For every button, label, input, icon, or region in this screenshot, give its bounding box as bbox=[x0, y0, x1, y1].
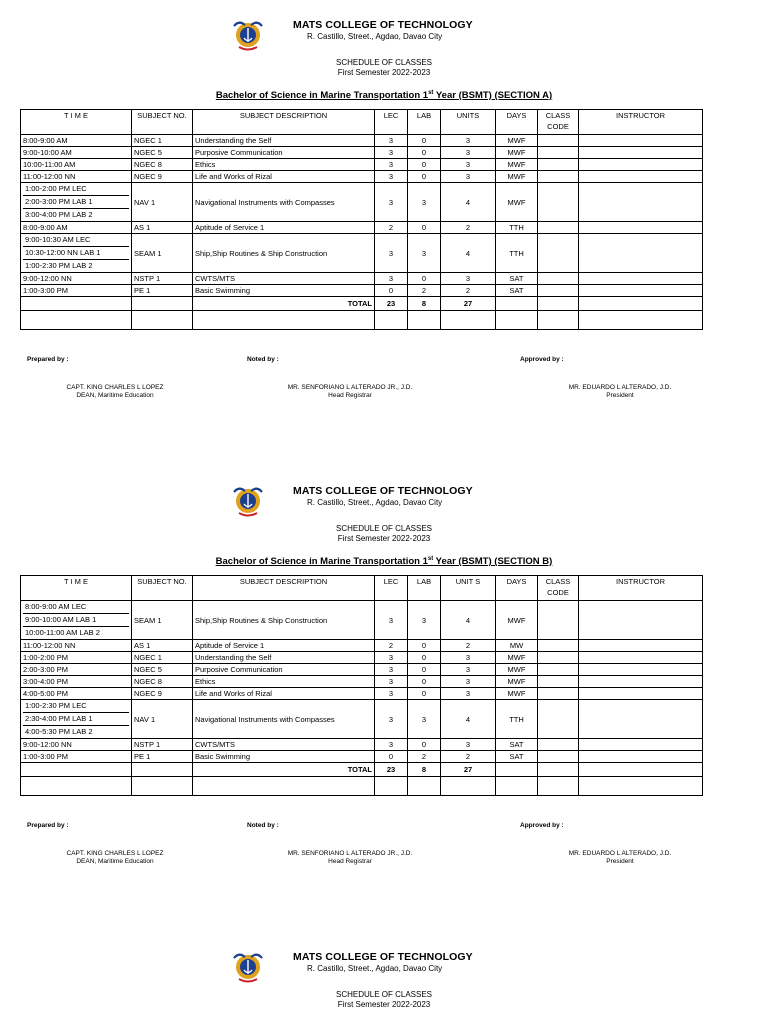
col-time: T I M E bbox=[21, 576, 132, 601]
description-cell: CWTS/MTS bbox=[193, 273, 375, 285]
time-cell bbox=[21, 664, 132, 676]
units-cell: 2 bbox=[441, 751, 496, 763]
table-row bbox=[21, 700, 703, 739]
table-row bbox=[21, 159, 703, 171]
lec-cell: 0 bbox=[375, 285, 408, 297]
col-subject-no: SUBJECT NO. bbox=[132, 110, 193, 135]
subject-no-cell: NGEC 8 bbox=[132, 159, 193, 171]
class-code-cell bbox=[538, 751, 579, 763]
days-cell: MWF bbox=[496, 652, 538, 664]
blank-cell bbox=[408, 777, 441, 796]
units-cell: 3 bbox=[441, 688, 496, 700]
subject-no-cell: NGEC 5 bbox=[132, 664, 193, 676]
blank-cell bbox=[132, 777, 193, 796]
table-row bbox=[21, 234, 703, 273]
instructor-cell bbox=[579, 739, 703, 751]
class-code-cell bbox=[538, 601, 579, 640]
days-cell: SAT bbox=[496, 285, 538, 297]
subject-no-cell: NAV 1 bbox=[132, 183, 193, 222]
description-cell: Understanding the Self bbox=[193, 135, 375, 147]
time-cell bbox=[21, 147, 132, 159]
lab-cell: 0 bbox=[408, 676, 441, 688]
subject-no-cell: NGEC 5 bbox=[132, 147, 193, 159]
lab-cell: 0 bbox=[408, 273, 441, 285]
lab-cell: 0 bbox=[408, 147, 441, 159]
days-cell: SAT bbox=[496, 739, 538, 751]
lec-cell: 3 bbox=[375, 652, 408, 664]
units-cell: 3 bbox=[441, 147, 496, 159]
program-title-section-b: Bachelor of Science in Marine Transportation 1st Year (BSMT) (SECTION B) bbox=[215, 556, 553, 568]
col-lec: LEC bbox=[375, 110, 408, 135]
blank-cell bbox=[538, 297, 579, 311]
col-lab: LAB bbox=[408, 576, 441, 601]
lab-cell: 3 bbox=[408, 601, 441, 640]
blank-cell bbox=[132, 297, 193, 311]
table-row bbox=[21, 652, 703, 664]
col-instructor: INSTRUCTOR bbox=[579, 576, 703, 601]
instructor-cell bbox=[579, 664, 703, 676]
lec-cell: 2 bbox=[375, 222, 408, 234]
time-slot: 8:00-9:00 AM bbox=[23, 136, 68, 145]
time-slot: 3:00-4:00 PM bbox=[23, 677, 69, 686]
table-row bbox=[21, 640, 703, 652]
days-cell: SAT bbox=[496, 751, 538, 763]
days-cell: MWF bbox=[496, 183, 538, 222]
time-slot: 2:00-3:00 PM LAB 1 bbox=[23, 196, 129, 209]
blank-cell bbox=[132, 311, 193, 330]
time-slot: 10:30-12:00 NN LAB 1 bbox=[23, 247, 129, 260]
lec-cell: 3 bbox=[375, 273, 408, 285]
days-cell: MWF bbox=[496, 171, 538, 183]
description-cell: Navigational Instruments with Compasses bbox=[193, 700, 375, 739]
col-days: DAYS bbox=[496, 110, 538, 135]
total-lec: 23 bbox=[375, 763, 408, 777]
time-slot: 1:00-3:00 PM bbox=[23, 286, 69, 295]
col-units: UNIT S bbox=[441, 576, 496, 601]
time-slot: 9:00-12:00 NN bbox=[23, 274, 72, 283]
table-body bbox=[21, 601, 703, 796]
subject-no-cell: NGEC 9 bbox=[132, 171, 193, 183]
blank-cell bbox=[132, 763, 193, 777]
total-row bbox=[21, 297, 703, 311]
time-cell bbox=[21, 751, 132, 763]
instructor-cell bbox=[579, 135, 703, 147]
semester: First Semester 2022-2023 bbox=[337, 1000, 431, 1009]
time-cell bbox=[21, 234, 132, 273]
instructor-cell bbox=[579, 159, 703, 171]
instructor-cell bbox=[579, 688, 703, 700]
col-lab: LAB bbox=[408, 110, 441, 135]
subject-no-cell: PE 1 bbox=[132, 751, 193, 763]
time-slot: 1:00-2:00 PM bbox=[23, 653, 69, 662]
time-slot: 2:30-4:00 PM LAB 1 bbox=[23, 713, 129, 726]
time-slot: 9:00-12:00 NN bbox=[23, 740, 72, 749]
table-row bbox=[21, 285, 703, 297]
instructor-cell bbox=[579, 601, 703, 640]
table-row bbox=[21, 601, 703, 640]
blank-cell bbox=[496, 311, 538, 330]
instructor-cell bbox=[579, 183, 703, 222]
total-lab: 8 bbox=[408, 763, 441, 777]
schedule-title: SCHEDULE OF CLASSES bbox=[335, 990, 433, 999]
time-slot: 9:00-10:00 AM bbox=[23, 148, 72, 157]
class-code-cell bbox=[538, 688, 579, 700]
class-code-cell bbox=[538, 183, 579, 222]
time-slot: 10:00-11:00 AM LAB 2 bbox=[25, 628, 100, 637]
semester: First Semester 2022-2023 bbox=[337, 68, 431, 77]
time-slot: 11:00-12:00 NN bbox=[23, 641, 76, 650]
lec-cell: 3 bbox=[375, 700, 408, 739]
blank-cell bbox=[579, 763, 703, 777]
noted-by-signatory: MR. SENFORIANO L ALTERADO JR., J.D. Head Registrar bbox=[287, 850, 413, 865]
total-units: 27 bbox=[441, 763, 496, 777]
prepared-by-label: Prepared by : bbox=[27, 822, 69, 829]
units-cell: 3 bbox=[441, 171, 496, 183]
time-slot: 9:00-10:30 AM LEC bbox=[23, 234, 129, 247]
blank-cell bbox=[538, 777, 579, 796]
total-lab: 8 bbox=[408, 297, 441, 311]
description-cell: Purposive Communication bbox=[193, 664, 375, 676]
prepared-by-signatory: CAPT. KING CHARLES L LOPEZ DEAN, Maritime Education bbox=[66, 384, 164, 399]
blank-cell bbox=[21, 311, 132, 330]
time-cell bbox=[21, 285, 132, 297]
col-class-code: CLASS CODE bbox=[538, 110, 579, 135]
description-cell: CWTS/MTS bbox=[193, 739, 375, 751]
lec-cell: 3 bbox=[375, 234, 408, 273]
blank-cell bbox=[441, 777, 496, 796]
blank-cell bbox=[579, 777, 703, 796]
instructor-cell bbox=[579, 273, 703, 285]
time-slot: 2:00-3:00 PM bbox=[23, 665, 69, 674]
time-slot: 8:00-9:00 AM LEC bbox=[23, 601, 129, 614]
prepared-by-label: Prepared by : bbox=[27, 356, 69, 363]
units-cell: 4 bbox=[441, 700, 496, 739]
time-cell bbox=[21, 700, 132, 739]
days-cell: MWF bbox=[496, 159, 538, 171]
days-cell: MWF bbox=[496, 688, 538, 700]
table-row bbox=[21, 135, 703, 147]
days-cell: MWF bbox=[496, 664, 538, 676]
time-cell bbox=[21, 159, 132, 171]
lec-cell: 3 bbox=[375, 135, 408, 147]
col-lec: LEC bbox=[375, 576, 408, 601]
class-code-cell bbox=[538, 159, 579, 171]
time-slot: 3:00-4:00 PM LAB 2 bbox=[25, 210, 93, 219]
approved-by-signatory: MR. EDUARDO L ALTERADO, J.D. President bbox=[568, 384, 672, 399]
time-slot: 9:00-10:00 AM LAB 1 bbox=[23, 614, 129, 627]
units-cell: 3 bbox=[441, 135, 496, 147]
lab-cell: 2 bbox=[408, 285, 441, 297]
lec-cell: 3 bbox=[375, 171, 408, 183]
col-instructor: INSTRUCTOR bbox=[579, 110, 703, 135]
lec-cell: 3 bbox=[375, 688, 408, 700]
subject-no-cell: NSTP 1 bbox=[132, 273, 193, 285]
college-logo-icon bbox=[230, 16, 266, 52]
instructor-cell bbox=[579, 640, 703, 652]
time-cell bbox=[21, 183, 132, 222]
table-row bbox=[21, 222, 703, 234]
description-cell: Understanding the Self bbox=[193, 652, 375, 664]
subject-no-cell: AS 1 bbox=[132, 222, 193, 234]
noted-by-label: Noted by : bbox=[247, 822, 279, 829]
time-cell bbox=[21, 652, 132, 664]
lab-cell: 0 bbox=[408, 640, 441, 652]
schedule-table-section-a bbox=[20, 109, 703, 330]
approved-by-label: Approved by : bbox=[520, 356, 564, 363]
lec-cell: 3 bbox=[375, 739, 408, 751]
lec-cell: 3 bbox=[375, 183, 408, 222]
blank-cell bbox=[375, 777, 408, 796]
blank-row bbox=[21, 311, 703, 330]
subject-no-cell: PE 1 bbox=[132, 285, 193, 297]
instructor-cell bbox=[579, 222, 703, 234]
blank-cell bbox=[21, 777, 132, 796]
units-cell: 4 bbox=[441, 601, 496, 640]
lab-cell: 3 bbox=[408, 700, 441, 739]
days-cell: MWF bbox=[496, 147, 538, 159]
time-cell bbox=[21, 676, 132, 688]
description-cell: Ethics bbox=[193, 159, 375, 171]
time-slot: 11:00-12:00 NN bbox=[23, 172, 76, 181]
units-cell: 3 bbox=[441, 273, 496, 285]
days-cell: MWF bbox=[496, 135, 538, 147]
blank-cell bbox=[579, 311, 703, 330]
instructor-cell bbox=[579, 234, 703, 273]
description-cell: Ship,Ship Routines & Ship Construction bbox=[193, 601, 375, 640]
description-cell: Ship,Ship Routines & Ship Construction bbox=[193, 234, 375, 273]
instructor-cell bbox=[579, 285, 703, 297]
units-cell: 3 bbox=[441, 676, 496, 688]
total-label: TOTAL bbox=[193, 763, 375, 777]
time-slot: 1:00-2:30 PM LEC bbox=[23, 700, 129, 713]
table-row bbox=[21, 273, 703, 285]
subject-no-cell: NAV 1 bbox=[132, 700, 193, 739]
units-cell: 4 bbox=[441, 183, 496, 222]
blank-cell bbox=[496, 297, 538, 311]
days-cell: TTH bbox=[496, 234, 538, 273]
blank-cell bbox=[579, 297, 703, 311]
blank-cell bbox=[193, 777, 375, 796]
blank-cell bbox=[21, 763, 132, 777]
lab-cell: 0 bbox=[408, 739, 441, 751]
class-code-cell bbox=[538, 273, 579, 285]
total-units: 27 bbox=[441, 297, 496, 311]
approved-by-signatory: MR. EDUARDO L ALTERADO, J.D. President bbox=[568, 850, 672, 865]
lec-cell: 2 bbox=[375, 640, 408, 652]
college-name: MATS COLLEGE OF TECHNOLOGY bbox=[293, 19, 473, 31]
units-cell: 4 bbox=[441, 234, 496, 273]
table-row bbox=[21, 147, 703, 159]
class-code-cell bbox=[538, 739, 579, 751]
noted-by-signatory: MR. SENFORIANO L ALTERADO JR., J.D. Head Registrar bbox=[287, 384, 413, 399]
schedule-table-section-b bbox=[20, 575, 703, 796]
subject-no-cell: NGEC 9 bbox=[132, 688, 193, 700]
class-code-cell bbox=[538, 135, 579, 147]
time-slot: 8:00-9:00 AM bbox=[23, 223, 68, 232]
col-days: DAYS bbox=[496, 576, 538, 601]
lab-cell: 2 bbox=[408, 751, 441, 763]
class-code-cell bbox=[538, 222, 579, 234]
blank-cell bbox=[441, 311, 496, 330]
units-cell: 2 bbox=[441, 222, 496, 234]
table-body bbox=[21, 135, 703, 330]
instructor-cell bbox=[579, 652, 703, 664]
college-address: R. Castillo, Street., Agdao, Davao City bbox=[307, 32, 443, 41]
lec-cell: 3 bbox=[375, 147, 408, 159]
lab-cell: 3 bbox=[408, 234, 441, 273]
subject-no-cell: NGEC 1 bbox=[132, 652, 193, 664]
days-cell: SAT bbox=[496, 273, 538, 285]
class-code-cell bbox=[538, 652, 579, 664]
subject-no-cell: NGEC 1 bbox=[132, 135, 193, 147]
lec-cell: 0 bbox=[375, 751, 408, 763]
description-cell: Ethics bbox=[193, 676, 375, 688]
blank-cell bbox=[538, 311, 579, 330]
blank-cell bbox=[496, 763, 538, 777]
time-slot: 1:00-2:30 PM LAB 2 bbox=[25, 261, 93, 270]
prepared-by-signatory: CAPT. KING CHARLES L LOPEZ DEAN, Maritime Education bbox=[66, 850, 164, 865]
blank-cell bbox=[496, 777, 538, 796]
time-cell bbox=[21, 640, 132, 652]
lec-cell: 3 bbox=[375, 676, 408, 688]
subject-no-cell: SEAM 1 bbox=[132, 234, 193, 273]
instructor-cell bbox=[579, 171, 703, 183]
blank-cell bbox=[375, 311, 408, 330]
total-lec: 23 bbox=[375, 297, 408, 311]
lab-cell: 0 bbox=[408, 664, 441, 676]
blank-row bbox=[21, 777, 703, 796]
description-cell: Navigational Instruments with Compasses bbox=[193, 183, 375, 222]
time-cell bbox=[21, 273, 132, 285]
days-cell: TTH bbox=[496, 700, 538, 739]
units-cell: 3 bbox=[441, 652, 496, 664]
time-slot: 10:00-11:00 AM bbox=[23, 160, 76, 169]
college-address: R. Castillo, Street., Agdao, Davao City bbox=[307, 498, 443, 507]
units-cell: 3 bbox=[441, 664, 496, 676]
table-header-row bbox=[21, 110, 703, 135]
col-subject-no: SUBJECT NO. bbox=[132, 576, 193, 601]
description-cell: Basic Swimming bbox=[193, 285, 375, 297]
total-label: TOTAL bbox=[193, 297, 375, 311]
table-row bbox=[21, 664, 703, 676]
college-logo-icon bbox=[230, 482, 266, 518]
table-row bbox=[21, 688, 703, 700]
class-code-cell bbox=[538, 664, 579, 676]
college-logo-icon bbox=[230, 948, 266, 984]
time-cell bbox=[21, 171, 132, 183]
lec-cell: 3 bbox=[375, 159, 408, 171]
time-slot: 4:00-5:30 PM LAB 2 bbox=[25, 727, 93, 736]
instructor-cell bbox=[579, 751, 703, 763]
description-cell: Life and Works of Rizal bbox=[193, 171, 375, 183]
lab-cell: 0 bbox=[408, 222, 441, 234]
col-units: UNITS bbox=[441, 110, 496, 135]
subject-no-cell: SEAM 1 bbox=[132, 601, 193, 640]
total-row bbox=[21, 763, 703, 777]
col-description: SUBJECT DESCRIPTION bbox=[193, 576, 375, 601]
subject-no-cell: AS 1 bbox=[132, 640, 193, 652]
class-code-cell bbox=[538, 285, 579, 297]
units-cell: 3 bbox=[441, 159, 496, 171]
class-code-cell bbox=[538, 234, 579, 273]
program-title-section-a: Bachelor of Science in Marine Transportation 1st Year (BSMT) (SECTION A) bbox=[215, 90, 553, 102]
lab-cell: 0 bbox=[408, 159, 441, 171]
instructor-cell bbox=[579, 676, 703, 688]
approved-by-label: Approved by : bbox=[520, 822, 564, 829]
class-code-cell bbox=[538, 640, 579, 652]
days-cell: MWF bbox=[496, 601, 538, 640]
noted-by-label: Noted by : bbox=[247, 356, 279, 363]
subject-no-cell: NSTP 1 bbox=[132, 739, 193, 751]
lab-cell: 3 bbox=[408, 183, 441, 222]
class-code-cell bbox=[538, 147, 579, 159]
college-name: MATS COLLEGE OF TECHNOLOGY bbox=[293, 485, 473, 497]
table-row bbox=[21, 751, 703, 763]
units-cell: 2 bbox=[441, 285, 496, 297]
instructor-cell bbox=[579, 700, 703, 739]
time-slot: 1:00-2:00 PM LEC bbox=[23, 183, 129, 196]
lab-cell: 0 bbox=[408, 171, 441, 183]
blank-cell bbox=[538, 763, 579, 777]
blank-cell bbox=[21, 297, 132, 311]
description-cell: Purposive Communication bbox=[193, 147, 375, 159]
time-cell bbox=[21, 135, 132, 147]
time-slot: 1:00-3:00 PM bbox=[23, 752, 69, 761]
lab-cell: 0 bbox=[408, 688, 441, 700]
time-cell bbox=[21, 222, 132, 234]
col-time: T I M E bbox=[21, 110, 132, 135]
col-description: SUBJECT DESCRIPTION bbox=[193, 110, 375, 135]
table-header-row bbox=[21, 576, 703, 601]
lab-cell: 0 bbox=[408, 652, 441, 664]
description-cell: Aptitude of Service 1 bbox=[193, 222, 375, 234]
class-code-cell bbox=[538, 700, 579, 739]
instructor-cell bbox=[579, 147, 703, 159]
lec-cell: 3 bbox=[375, 664, 408, 676]
description-cell: Aptitude of Service 1 bbox=[193, 640, 375, 652]
schedule-title: SCHEDULE OF CLASSES bbox=[335, 524, 433, 533]
lec-cell: 3 bbox=[375, 601, 408, 640]
blank-cell bbox=[408, 311, 441, 330]
table-row bbox=[21, 676, 703, 688]
semester: First Semester 2022-2023 bbox=[337, 534, 431, 543]
table-row bbox=[21, 183, 703, 222]
time-cell bbox=[21, 601, 132, 640]
time-slot: 4:00-5:00 PM bbox=[23, 689, 69, 698]
description-cell: Basic Swimming bbox=[193, 751, 375, 763]
days-cell: TTH bbox=[496, 222, 538, 234]
units-cell: 2 bbox=[441, 640, 496, 652]
table-row bbox=[21, 739, 703, 751]
class-code-cell bbox=[538, 171, 579, 183]
blank-cell bbox=[193, 311, 375, 330]
days-cell: MWF bbox=[496, 676, 538, 688]
college-address: R. Castillo, Street., Agdao, Davao City bbox=[307, 964, 443, 973]
description-cell: Life and Works of Rizal bbox=[193, 688, 375, 700]
time-cell bbox=[21, 688, 132, 700]
college-name: MATS COLLEGE OF TECHNOLOGY bbox=[293, 951, 473, 963]
units-cell: 3 bbox=[441, 739, 496, 751]
subject-no-cell: NGEC 8 bbox=[132, 676, 193, 688]
schedule-title: SCHEDULE OF CLASSES bbox=[335, 58, 433, 67]
col-class-code: CLASS CODE bbox=[538, 576, 579, 601]
lab-cell: 0 bbox=[408, 135, 441, 147]
time-cell bbox=[21, 739, 132, 751]
days-cell: MW bbox=[496, 640, 538, 652]
class-code-cell bbox=[538, 676, 579, 688]
table-row bbox=[21, 171, 703, 183]
